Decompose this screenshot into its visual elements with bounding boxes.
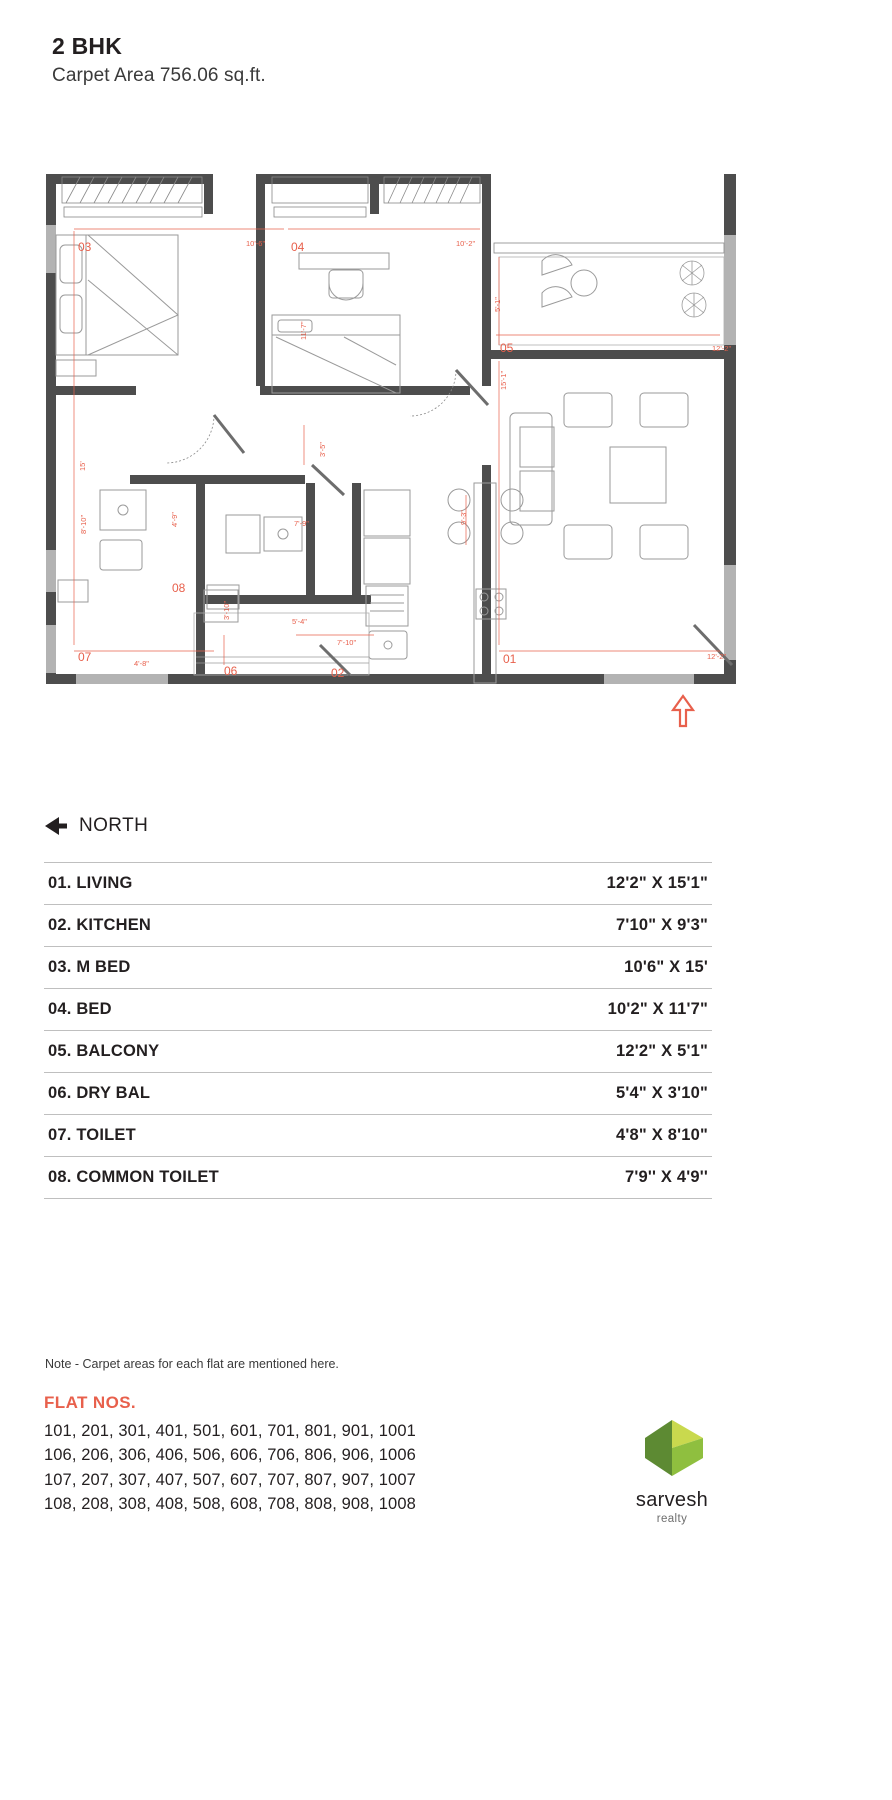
dimension-label: 7'-9": [294, 519, 309, 528]
dimension-label: 3'-10": [222, 600, 231, 620]
dimension-label: 11'-7": [299, 321, 308, 340]
north-indicator: [44, 815, 148, 837]
dimension-label: 7'-10": [337, 638, 357, 647]
table-row: [44, 1115, 712, 1157]
dimension-label: 10'-2": [456, 239, 476, 248]
walls: [46, 174, 736, 684]
room-tag: 08: [172, 581, 186, 595]
header: [52, 32, 266, 87]
dimension-label: 10'-6": [246, 239, 266, 248]
flat-nos-line: 106, 206, 306, 406, 506, 606, 706, 806, 906, 1006: [44, 1446, 416, 1465]
room-tag: 01: [503, 652, 517, 666]
dimension-label: 3'-5": [318, 442, 327, 457]
entry-arrow-icon: [668, 694, 698, 728]
room-dimension-cell: 7'9'' X 4'9'': [624, 1168, 708, 1186]
room-name-cell: 07. TOILET: [48, 1126, 136, 1144]
balcony-furniture: [494, 243, 724, 345]
room-name-cell: 06. DRY BAL: [48, 1084, 151, 1102]
room-tag: 02: [331, 666, 345, 680]
table-row: [44, 863, 712, 905]
sarvesh-cube-logo-icon: [637, 1418, 707, 1480]
page-title: 2 BHK: [52, 33, 123, 59]
flat-nos-line: 101, 201, 301, 401, 501, 601, 701, 801, 901, 1001: [44, 1422, 416, 1440]
room-name-cell: 08. COMMON TOILET: [48, 1168, 219, 1186]
room-dimension-cell: 10'6" X 15': [624, 958, 708, 976]
doors: [166, 370, 732, 675]
north-arrow-icon: [44, 815, 70, 837]
room-name-cell: 05. BALCONY: [48, 1042, 160, 1060]
room-tag: 03: [78, 240, 92, 254]
room-tag: 06: [224, 664, 238, 678]
flat-nos-line: 107, 207, 307, 407, 507, 607, 707, 807, 907, 1007: [44, 1470, 416, 1489]
dimension-label: 9'-3": [459, 510, 468, 525]
dimension-label: 4'-8": [134, 659, 149, 668]
flat-nos-title: FLAT NOS.: [44, 1393, 137, 1412]
dimension-label: 4'-9": [170, 512, 179, 527]
room-tag: 05: [500, 341, 514, 355]
north-label: NORTH: [79, 815, 149, 836]
carpet-area-subtitle: Carpet Area 756.06 sq.ft.: [52, 64, 266, 86]
room-schedule-table: [44, 862, 712, 1199]
flat-nos-line: 108, 208, 308, 408, 508, 608, 708, 808, 908, 1008: [44, 1495, 416, 1514]
table-row: [44, 989, 712, 1031]
living-furniture: [510, 393, 688, 559]
room-dimension-cell: 12'2" X 5'1": [616, 1042, 708, 1060]
brand-name: sarvesh: [635, 1489, 709, 1511]
room-tag: 07: [78, 650, 92, 664]
table-row: [44, 1031, 712, 1073]
room-dimension-cell: 4'8" X 8'10": [616, 1126, 708, 1144]
room-dimension-cell: 10'2" X 11'7": [607, 1000, 708, 1018]
brand-logo: [622, 1418, 722, 1525]
room-dimension-cell: 12'2" X 15'1": [606, 874, 708, 892]
room-tag: 04: [291, 240, 305, 254]
table-row: [44, 1073, 712, 1115]
room-name-cell: 02. KITCHEN: [48, 916, 152, 934]
room-dimension-cell: 7'10" X 9'3": [616, 916, 708, 934]
room-name-cell: 03. M BED: [48, 958, 131, 976]
room-name-cell: 01. LIVING: [48, 874, 133, 892]
table-row: [44, 905, 712, 947]
room-name-cell: 04. BED: [48, 1000, 112, 1018]
table-row: [44, 1157, 712, 1199]
dimension-label: 8'-10": [79, 514, 88, 534]
floor-plan-drawing: [44, 165, 744, 695]
dimension-label: 5'-4": [292, 617, 307, 626]
dimension-label: 5'-1": [493, 297, 502, 312]
flat-numbers-block: [44, 1393, 416, 1517]
carpet-area-note: Note - Carpet areas for each flat are mentioned here.: [45, 1357, 339, 1371]
room-dimension-cell: 5'4" X 3'10": [616, 1084, 708, 1102]
dimension-label: 15'-1": [499, 370, 508, 390]
master-bed-furniture: [56, 177, 202, 376]
dimension-label: 15': [78, 461, 87, 471]
brand-tagline: realty: [656, 1513, 688, 1525]
table-row: [44, 947, 712, 989]
dimension-label: 12'-2": [712, 344, 732, 353]
dimension-label: 12'-2": [707, 652, 727, 661]
